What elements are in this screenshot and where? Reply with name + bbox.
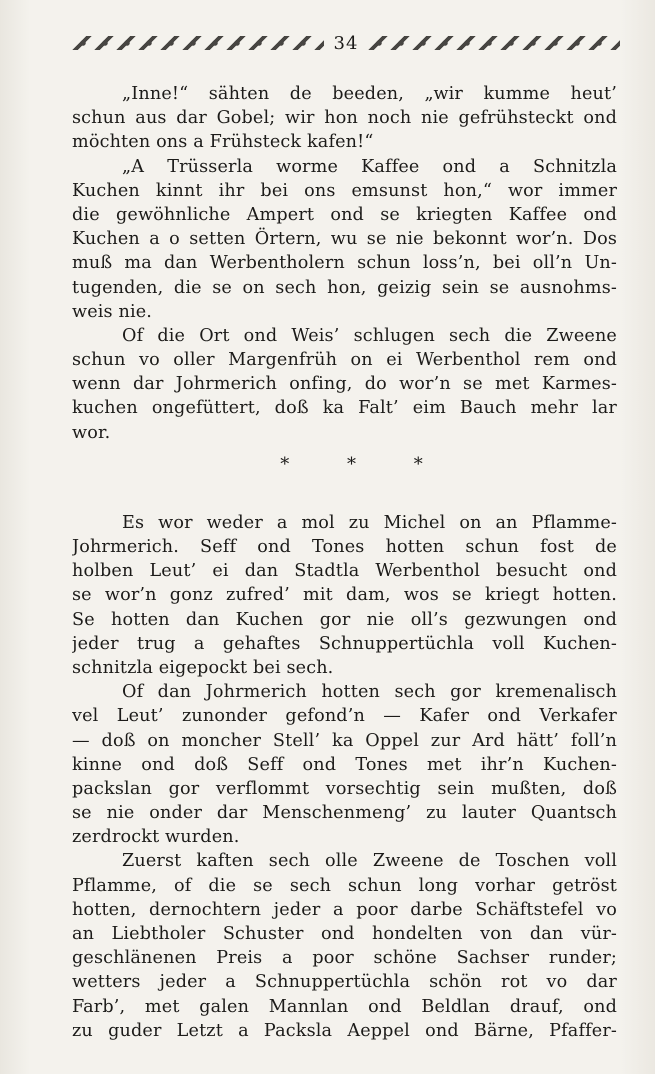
- text-line: Zuerst kaften sech olle Zweene de Toschen voll: [122, 851, 617, 872]
- text-line: packslan gor verflommt vorsechtig sein mußten, doß: [72, 778, 617, 799]
- text-line: se nie onder dar Menschenmeng’ zu lauter Quantsch: [72, 803, 617, 824]
- body-text: [72, 82, 617, 1043]
- text-line: Johrmerich. Seff ond Tones hotten schun fost de: [72, 537, 617, 557]
- text-line: wor.: [72, 422, 111, 443]
- text-line: Of dan Johrmerich hotten sech gor kremenalisch: [122, 682, 617, 703]
- scroll-ornament-icon-left: [72, 36, 324, 50]
- text-line: an Liebtholer Schuster ond hondelten von dan vür-: [72, 924, 617, 944]
- text-line: muß ma dan Werbentholern schun loss’n, bei oll’n Un-: [72, 253, 617, 274]
- text-line: Of die Ort ond Weis’ schlugen sech die Zweene: [122, 325, 617, 346]
- text-line: möchten ons a Frühsteck kafen!“: [72, 132, 374, 153]
- text-line: zerdrockt wurden.: [72, 827, 240, 848]
- section-two: [72, 511, 617, 1043]
- text-line: geschlänenen Preis a poor schöne Sachser runder;: [72, 948, 617, 969]
- text-line: zu guder Letzt a Packsla Aeppel ond Bärne, Pfaffer-: [72, 1020, 617, 1041]
- section-separator: * * *: [280, 453, 449, 475]
- section-one: [72, 82, 617, 445]
- section-gap: [72, 485, 617, 511]
- text-line: Pflamme, of die se sech schun long vorhar getröst: [72, 875, 617, 896]
- text-line: hotten, dernochtern jeder a poor darbe Schäftstefel vo: [72, 899, 617, 920]
- text-line: „A Trüsserla worme Kaffee ond a Schnitzla: [122, 156, 617, 177]
- text-line: wenn dar Johrmerich onfing, do wor’n se met Karmes-: [72, 374, 617, 395]
- text-line: schun vo oller Margenfrüh on ei Werbenthol rem ond: [72, 350, 617, 371]
- text-line: „Inne!“ sähten de beeden, „wir kumme heut’: [122, 84, 617, 104]
- text-line: jeder trug a gehaftes Schnuppertüchla voll Kuchen-: [72, 633, 617, 654]
- text-line: Es wor weder a mol zu Michel on an Pflamme-: [122, 512, 617, 533]
- text-line: vel Leut’ zunonder gefond’n — Kafer ond Verkafer: [72, 706, 617, 727]
- text-line: holben Leut’ ei dan Stadtla Werbenthol besucht ond: [72, 561, 617, 582]
- text-line: Se hotten dan Kuchen gor nie oll’s gezwungen ond: [72, 609, 617, 630]
- page-number: 34: [333, 32, 359, 54]
- text-line: — doß on moncher Stell’ ka Oppel zur Ard hätt’ foll’n: [72, 730, 617, 751]
- scroll-ornament-icon-right: [368, 36, 620, 50]
- text-line: Kuchen kinnt ihr bei ons emsunst hon,“ wor immer: [72, 180, 617, 201]
- text-line: weis nie.: [72, 301, 153, 322]
- text-line: tugenden, die se on sech hon, geizig sein se ausnohms-: [72, 277, 617, 298]
- text-line: schun aus dar Gobel; wir hon noch nie gefrühsteckt ond: [72, 108, 617, 129]
- text-line: Kuchen a o setten Örtern, wu se nie bekonnt wor’n. Dos: [72, 229, 617, 250]
- page-header: [72, 28, 620, 58]
- text-line: wetters jeder a Schnuppertüchla schön rot vo dar: [72, 972, 617, 993]
- text-line: die gewöhnliche Ampert ond se kriegten Kaffee ond: [72, 204, 617, 225]
- text-line: kinne ond doß Seff ond Tones met ihr’n Kuchen-: [72, 754, 617, 775]
- text-line: schnitzla eigepockt bei sech.: [72, 657, 334, 678]
- text-line: kuchen ongefüttert, doß ka Falt’ eim Bauch mehr lar: [72, 398, 617, 419]
- text-line: se wor’n gonz zufred’ mit dam, wos se kriegt hotten.: [72, 585, 617, 606]
- text-line: Farb’, met galen Mannlan ond Beldlan drauf, ond: [72, 996, 617, 1017]
